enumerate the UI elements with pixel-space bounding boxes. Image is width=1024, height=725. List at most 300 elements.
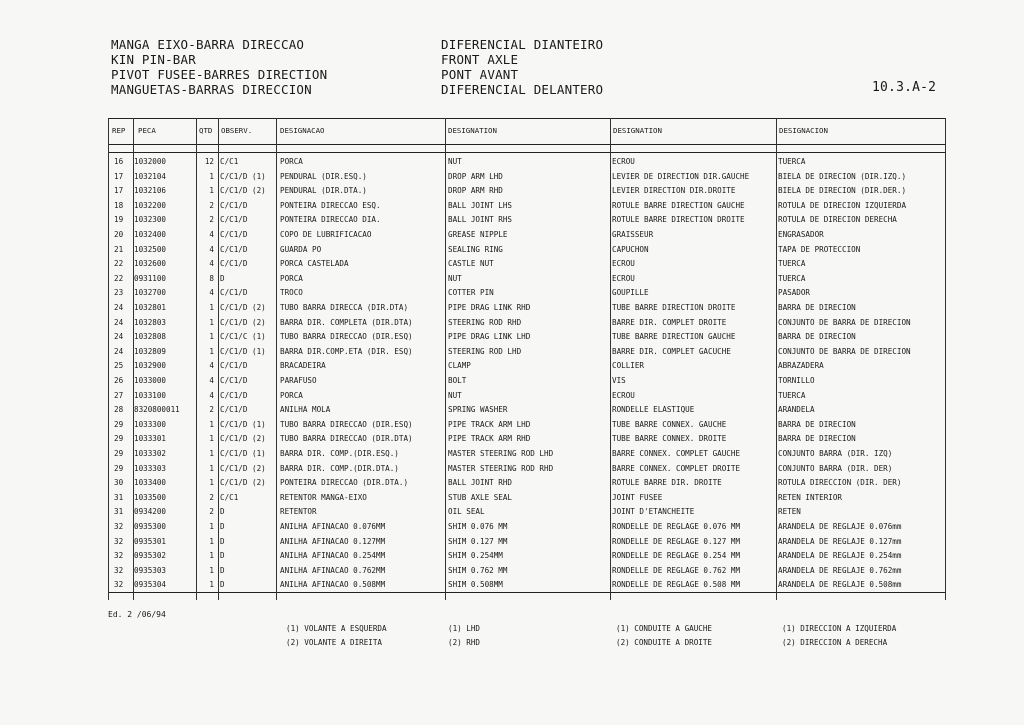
cell-obs: C/C1/D: [220, 376, 248, 385]
title-line: KIN PIN-BAR: [111, 52, 196, 67]
cell-es: BIELA DE DIRECION (DIR.IZQ.): [778, 171, 907, 181]
subtitle-line: DIFERENCIAL DELANTERO: [441, 82, 604, 97]
table-row: [108, 431, 946, 446]
cell-pt: ANILHA AFINACAO 0.254MM: [280, 551, 386, 561]
note-line: (1) VOLANTE A ESQUERDA: [286, 624, 387, 633]
cell-pt: COPO DE LUBRIFICACAO: [280, 230, 372, 239]
cell-obs: D: [220, 536, 225, 546]
cell-pt: TUBO BARRA DIRECCAO (DIR.ESQ): [280, 332, 413, 342]
cell-es: ROTULA DE DIRECION IZQUIERDA: [778, 200, 907, 210]
table-row: [108, 315, 946, 330]
cell-en: PIPE DRAG LINK RHD: [448, 303, 531, 312]
cell-fr: BARRE DIR. COMPLET GACUCHE: [612, 346, 731, 356]
table-row: [108, 271, 946, 286]
cell-en: SHIM 0.508MM: [448, 580, 503, 590]
cell-es: TORNILLO: [778, 376, 815, 385]
cell-es: TUERCA: [778, 259, 806, 269]
cell-en: SHIM 0.076 MM: [448, 522, 508, 531]
cell-obs: C/C1/D: [220, 244, 248, 254]
cell-qtd: 1: [209, 332, 214, 342]
table-row: [108, 417, 946, 432]
table-row: [108, 329, 946, 344]
note-line: (1) DIRECCION A IZQUIERDA: [782, 624, 897, 633]
cell-peca: 1033300: [134, 419, 167, 429]
cell-pt: PORCA CASTELADA: [280, 259, 349, 269]
table-row: [108, 577, 946, 592]
cell-peca: 0935302: [134, 551, 167, 561]
table-row: [108, 373, 946, 388]
table-row: [108, 358, 946, 373]
table-row: [108, 256, 946, 271]
cell-en: SEALING RING: [448, 244, 503, 254]
note-line: (2) CONDUITE A DROITE: [616, 638, 713, 647]
cell-obs: D: [220, 522, 225, 531]
cell-en: DROP ARM RHD: [448, 186, 503, 196]
table-row: [108, 490, 946, 505]
cell-pt: PENDURAL (DIR.ESQ.): [280, 171, 367, 181]
cell-peca: 1033303: [134, 463, 167, 473]
cell-qtd: 1: [209, 317, 214, 327]
cell-obs: C/C1/D: [220, 200, 248, 210]
subtitle-line: FRONT AXLE: [441, 52, 519, 67]
cell-fr: LEVIER DE DIRECTION DIR.GAUCHE: [612, 171, 750, 181]
cell-qtd: 4: [209, 376, 214, 385]
cell-es: BARRA DE DIRECION: [778, 303, 856, 312]
cell-es: TAPA DE PROTECCION: [778, 244, 861, 254]
cell-en: NUT: [448, 390, 462, 400]
cell-pt: ANILHA AFINACAO 0.508MM: [280, 580, 386, 590]
cell-rep: 26: [114, 376, 124, 385]
cell-pt: PORCA: [280, 157, 303, 166]
cell-rep: 24: [114, 332, 124, 342]
note-line: (2) RHD: [448, 638, 481, 647]
cell-qtd: 2: [209, 200, 214, 210]
notes-spanish: [782, 622, 896, 650]
cell-en: SHIM 0.762 MM: [448, 565, 508, 575]
note-line: (2) VOLANTE A DIREITA: [286, 638, 383, 647]
cell-peca: 1032104: [134, 171, 167, 181]
cell-fr: JOINT FUSEE: [612, 492, 663, 502]
cell-fr: GOUPILLE: [612, 288, 649, 298]
cell-fr: ECROU: [612, 273, 635, 283]
cell-qtd: 2: [209, 405, 214, 415]
cell-fr: COLLIER: [612, 361, 645, 371]
cell-obs: C/C1/D: [220, 361, 248, 371]
cell-qtd: 8: [209, 273, 214, 283]
cell-qtd: 2: [209, 492, 214, 502]
cell-fr: ROTULE BARRE DIRECTION DROITE: [612, 215, 745, 225]
cell-fr: ECROU: [612, 259, 635, 269]
cell-peca: 1032803: [134, 317, 167, 327]
cell-en: CLAMP: [448, 361, 471, 371]
cell-obs: C/C1/D: [220, 288, 248, 298]
col-header-qtd: QTD: [199, 126, 213, 135]
table-row: [108, 344, 946, 359]
cell-fr: ECROU: [612, 390, 635, 400]
cell-peca: 0935300: [134, 522, 167, 531]
cell-fr: ROTULE BARRE DIR. DROITE: [612, 478, 722, 488]
title-line: MANGUETAS-BARRAS DIRECCION: [111, 82, 312, 97]
table-row: [108, 519, 946, 534]
cell-peca: 1032300: [134, 215, 167, 225]
cell-rep: 22: [114, 273, 124, 283]
cell-en: BOLT: [448, 376, 467, 385]
cell-fr: TUBE BARRE CONNEX. DROITE: [612, 434, 727, 444]
cell-qtd: 1: [209, 580, 214, 590]
cell-es: BIELA DE DIRECION (DIR.DER.): [778, 186, 907, 196]
cell-es: TUERCA: [778, 273, 806, 283]
cell-obs: C/C1/D (1): [220, 346, 266, 356]
cell-fr: CAPUCHON: [612, 244, 649, 254]
cell-peca: 1033302: [134, 449, 167, 458]
cell-peca: 1032000: [134, 157, 167, 166]
cell-obs: C/C1/D: [220, 230, 248, 239]
cell-pt: PARAFUSO: [280, 376, 317, 385]
cell-pt: TUBO BARRA DIRECCA (DIR.DTA): [280, 303, 409, 312]
cell-en: DROP ARM LHD: [448, 171, 503, 181]
cell-qtd: 1: [209, 449, 214, 458]
cell-rep: 32: [114, 565, 124, 575]
cell-fr: RONDELLE DE REGLAGE 0.762 MM: [612, 565, 741, 575]
cell-fr: JOINT D'ETANCHEITE: [612, 507, 695, 517]
cell-pt: BARRA DIR. COMPLETA (DIR.DTA): [280, 317, 413, 327]
cell-peca: 0935304: [134, 580, 167, 590]
cell-pt: BRACADEIRA: [280, 361, 326, 371]
cell-fr: TUBE BARRE DIRECTION DROITE: [612, 303, 736, 312]
cell-peca: 1033301: [134, 434, 167, 444]
cell-pt: GUARDA PO: [280, 244, 322, 254]
cell-rep: 22: [114, 259, 124, 269]
cell-qtd: 12: [204, 157, 214, 166]
cell-qtd: 1: [209, 522, 214, 531]
cell-pt: PONTEIRA DIRECCAO DIA.: [280, 215, 381, 225]
cell-peca: 0935303: [134, 565, 167, 575]
cell-en: BALL JOINT LHS: [448, 200, 513, 210]
cell-en: GREASE NIPPLE: [448, 230, 508, 239]
table-row: [108, 169, 946, 184]
cell-rep: 29: [114, 434, 124, 444]
col-header-designacao: DESIGNACAO: [280, 126, 325, 135]
cell-rep: 32: [114, 536, 124, 546]
cell-qtd: 1: [209, 478, 214, 488]
cell-es: ARANDELA DE REGLAJE 0.762mm: [778, 565, 902, 575]
cell-rep: 24: [114, 317, 124, 327]
cell-peca: 1033400: [134, 478, 167, 488]
table-row: [108, 504, 946, 519]
cell-es: RETEN INTERIOR: [778, 492, 843, 502]
cell-obs: C/C1/D: [220, 405, 248, 415]
cell-es: CONJUNTO BARRA (DIR. IZQ): [778, 449, 893, 458]
cell-rep: 23: [114, 288, 124, 298]
table-column-headers: [108, 126, 946, 138]
cell-pt: PONTEIRA DIRECCAO ESQ.: [280, 200, 381, 210]
cell-fr: LEVIER DIRECTION DIR.DROITE: [612, 186, 736, 196]
table-row: [108, 242, 946, 257]
cell-obs: C/C1/D (2): [220, 478, 266, 488]
table-row: [108, 388, 946, 403]
table-row: [108, 285, 946, 300]
cell-en: BALL JOINT RHS: [448, 215, 513, 225]
cell-en: OIL SEAL: [448, 507, 485, 517]
cell-es: CONJUNTO DE BARRA DE DIRECION: [778, 346, 911, 356]
cell-pt: TUBO BARRA DIRECCAO (DIR.DTA): [280, 434, 413, 444]
table-row: [108, 548, 946, 563]
cell-rep: 31: [114, 492, 124, 502]
cell-peca: 1032900: [134, 361, 167, 371]
table-header-rule-2: [108, 152, 946, 153]
cell-rep: 17: [114, 171, 124, 181]
cell-peca: 1032400: [134, 230, 167, 239]
cell-qtd: 1: [209, 463, 214, 473]
cell-qtd: 1: [209, 536, 214, 546]
cell-es: BARRA DE DIRECION: [778, 419, 856, 429]
cell-qtd: 4: [209, 244, 214, 254]
col-header-designacion-es: DESIGNACION: [779, 126, 828, 135]
cell-pt: PENDURAL (DIR.DTA.): [280, 186, 367, 196]
cell-rep: 24: [114, 303, 124, 312]
cell-rep: 17: [114, 186, 124, 196]
cell-es: ARANDELA DE REGLAJE 0.254mm: [778, 551, 902, 561]
cell-peca: 1032106: [134, 186, 167, 196]
title-line: MANGA EIXO-BARRA DIRECCAO: [111, 37, 305, 52]
cell-rep: 19: [114, 215, 124, 225]
subtitle-line: DIFERENCIAL DIANTEIRO: [441, 37, 604, 52]
subtitle-line: PONT AVANT: [441, 67, 519, 82]
cell-pt: BARRA DIR. COMP.(DIR.DTA.): [280, 463, 399, 473]
cell-en: CASTLE NUT: [448, 259, 494, 269]
table-row: [108, 183, 946, 198]
cell-qtd: 2: [209, 215, 214, 225]
cell-fr: ROTULE BARRE DIRECTION GAUCHE: [612, 200, 745, 210]
cell-obs: C/C1/D (2): [220, 317, 266, 327]
table-row: [108, 475, 946, 490]
cell-peca: 1032200: [134, 200, 167, 210]
cell-fr: GRAISSEUR: [612, 230, 654, 239]
cell-es: ROTULA DE DIRECION DERECHA: [778, 215, 897, 225]
cell-en: SPRING WASHER: [448, 405, 508, 415]
cell-rep: 30: [114, 478, 124, 488]
table-row: [108, 446, 946, 461]
cell-rep: 18: [114, 200, 124, 210]
cell-pt: RETENTOR: [280, 507, 317, 517]
cell-rep: 32: [114, 522, 124, 531]
cell-pt: TROCO: [280, 288, 303, 298]
col-header-rep: REP: [112, 126, 126, 135]
col-header-designation-en: DESIGNATION: [448, 126, 497, 135]
cell-rep: 25: [114, 361, 124, 371]
cell-peca: 0934200: [134, 507, 167, 517]
cell-rep: 29: [114, 419, 124, 429]
cell-pt: BARRA DIR.COMP.ETA (DIR. ESQ): [280, 346, 413, 356]
cell-rep: 29: [114, 449, 124, 458]
cell-rep: 21: [114, 244, 124, 254]
cell-obs: C/C1/D: [220, 259, 248, 269]
cell-en: BALL JOINT RHD: [448, 478, 513, 488]
cell-peca: 1032700: [134, 288, 167, 298]
cell-obs: C/C1/D (1): [220, 171, 266, 181]
cell-obs: D: [220, 273, 225, 283]
cell-obs: C/C1/D: [220, 215, 248, 225]
cell-peca: 1032500: [134, 244, 167, 254]
cell-rep: 28: [114, 405, 124, 415]
edition-date: Ed. 2 /06/94: [108, 610, 166, 619]
cell-qtd: 1: [209, 171, 214, 181]
cell-es: BARRA DE DIRECION: [778, 332, 856, 342]
note-line: (2) DIRECCION A DERECHA: [782, 638, 888, 647]
cell-pt: PORCA: [280, 390, 303, 400]
cell-pt: BARRA DIR. COMP.(DIR.ESQ.): [280, 449, 399, 458]
cell-en: PIPE TRACK ARM LHD: [448, 419, 531, 429]
cell-en: PIPE DRAG LINK LHD: [448, 332, 531, 342]
cell-pt: RETENTOR MANGA-EIXO: [280, 492, 367, 502]
cell-es: ARANDELA DE REGLAJE 0.127mm: [778, 536, 902, 546]
cell-qtd: 1: [209, 303, 214, 312]
cell-fr: RONDELLE DE REGLAGE 0.254 MM: [612, 551, 741, 561]
cell-fr: RONDELLE ELASTIQUE: [612, 405, 695, 415]
cell-en: PIPE TRACK ARM RHD: [448, 434, 531, 444]
cell-pt: ANILHA MOLA: [280, 405, 331, 415]
cell-fr: RONDELLE DE REGLAGE 0.076 MM: [612, 522, 741, 531]
cell-peca: 8320800011: [134, 405, 180, 415]
table-top-rule: [108, 118, 946, 119]
cell-fr: BARRE CONNEX. COMPLET GAUCHE: [612, 449, 741, 458]
cell-peca: 1033100: [134, 390, 167, 400]
cell-qtd: 1: [209, 419, 214, 429]
cell-en: COTTER PIN: [448, 288, 494, 298]
table-row: [108, 563, 946, 578]
cell-es: ABRAZADERA: [778, 361, 824, 371]
cell-rep: 32: [114, 580, 124, 590]
subtitle-axle-block: [441, 37, 603, 97]
title-portuguese-english-block: [111, 37, 327, 97]
cell-rep: 32: [114, 551, 124, 561]
cell-peca: 0935301: [134, 536, 167, 546]
cell-en: STEERING ROD LHD: [448, 346, 522, 356]
cell-es: PASADOR: [778, 288, 811, 298]
cell-pt: ANILHA AFINACAO 0.762MM: [280, 565, 386, 575]
page-reference: 10.3.A-2: [872, 80, 937, 95]
cell-fr: ECROU: [612, 157, 635, 166]
cell-pt: TUBO BARRA DIRECCAO (DIR.ESQ): [280, 419, 413, 429]
cell-en: NUT: [448, 273, 462, 283]
cell-peca: 1032808: [134, 332, 167, 342]
col-header-designation-fr: DESIGNATION: [613, 126, 662, 135]
cell-es: ARANDELA DE REGLAJE 0.076mm: [778, 522, 902, 531]
cell-obs: D: [220, 580, 225, 590]
table-row: [108, 154, 946, 169]
cell-en: SHIM 0.127 MM: [448, 536, 508, 546]
cell-obs: C/C1/D (2): [220, 186, 266, 196]
note-line: (1) CONDUITE A GAUCHE: [616, 624, 713, 633]
cell-fr: RONDELLE DE REGLAGE 0.508 MM: [612, 580, 741, 590]
table-row: [108, 198, 946, 213]
cell-es: CONJUNTO DE BARRA DE DIRECION: [778, 317, 911, 327]
cell-qtd: 4: [209, 259, 214, 269]
cell-es: CONJUNTO BARRA (DIR. DER): [778, 463, 893, 473]
cell-obs: C/C1/D (2): [220, 463, 266, 473]
cell-rep: 29: [114, 463, 124, 473]
cell-en: STEERING ROD RHD: [448, 317, 522, 327]
cell-peca: 1033500: [134, 492, 167, 502]
col-header-observ: OBSERV.: [221, 126, 253, 135]
cell-qtd: 1: [209, 565, 214, 575]
cell-pt: PORCA: [280, 273, 303, 283]
cell-peca: 1032600: [134, 259, 167, 269]
title-line: PIVOT FUSEE-BARRES DIRECTION: [111, 67, 328, 82]
cell-peca: 1032809: [134, 346, 167, 356]
cell-qtd: 1: [209, 186, 214, 196]
cell-fr: VIS: [612, 376, 626, 385]
cell-obs: C/C1/D (2): [220, 434, 266, 444]
cell-obs: D: [220, 551, 225, 561]
cell-es: TUERCA: [778, 157, 806, 166]
cell-es: RETEN: [778, 507, 801, 517]
cell-rep: 20: [114, 230, 124, 239]
cell-es: ROTULA DIRECCION (DIR. DER): [778, 478, 902, 488]
cell-fr: TUBE BARRE DIRECTION GAUCHE: [612, 332, 736, 342]
cell-obs: C/C1: [220, 157, 239, 166]
cell-obs: C/C1/D (2): [220, 303, 266, 312]
cell-peca: 0931100: [134, 273, 167, 283]
cell-obs: C/C1/D: [220, 390, 248, 400]
cell-en: NUT: [448, 157, 462, 166]
cell-en: STUB AXLE SEAL: [448, 492, 513, 502]
notes-english: [448, 622, 480, 650]
cell-qtd: 2: [209, 507, 214, 517]
cell-qtd: 4: [209, 288, 214, 298]
cell-pt: PONTEIRA DIRECCAO (DIR.DTA.): [280, 478, 409, 488]
cell-en: MASTER STEERING ROD RHD: [448, 463, 554, 473]
cell-obs: D: [220, 507, 225, 517]
cell-obs: C/C1/D (1): [220, 449, 266, 458]
cell-qtd: 4: [209, 390, 214, 400]
cell-pt: ANILHA AFINACAO 0.127MM: [280, 536, 386, 546]
cell-rep: 31: [114, 507, 124, 517]
cell-qtd: 4: [209, 230, 214, 239]
cell-obs: C/C1: [220, 492, 239, 502]
cell-rep: 27: [114, 390, 124, 400]
table-row: [108, 534, 946, 549]
cell-obs: C/C1/D (1): [220, 419, 266, 429]
cell-qtd: 1: [209, 346, 214, 356]
cell-fr: RONDELLE DE REGLAGE 0.127 MM: [612, 536, 741, 546]
cell-obs: C/C1/C (1): [220, 332, 266, 342]
cell-en: MASTER STEERING ROD LHD: [448, 449, 554, 458]
table-row: [108, 461, 946, 476]
cell-peca: 1032801: [134, 303, 167, 312]
notes-portuguese: [286, 622, 387, 650]
cell-es: ENGRASADOR: [778, 230, 824, 239]
cell-fr: TUBE BARRE CONNEX. GAUCHE: [612, 419, 727, 429]
cell-en: SHIM 0.254MM: [448, 551, 503, 561]
table-row: [108, 212, 946, 227]
note-line: (1) LHD: [448, 624, 481, 633]
table-row: [108, 300, 946, 315]
cell-es: ARANDELA DE REGLAJE 0.508mm: [778, 580, 902, 590]
notes-french: [616, 622, 712, 650]
cell-rep: 24: [114, 346, 124, 356]
cell-obs: D: [220, 565, 225, 575]
cell-rep: 16: [114, 157, 124, 166]
cell-es: TUERCA: [778, 390, 806, 400]
cell-qtd: 4: [209, 361, 214, 371]
cell-qtd: 1: [209, 434, 214, 444]
cell-fr: BARRE CONNEX. COMPLET DROITE: [612, 463, 741, 473]
cell-qtd: 1: [209, 551, 214, 561]
table-header-rule: [108, 144, 946, 145]
cell-es: BARRA DE DIRECION: [778, 434, 856, 444]
cell-es: ARANDELA: [778, 405, 815, 415]
